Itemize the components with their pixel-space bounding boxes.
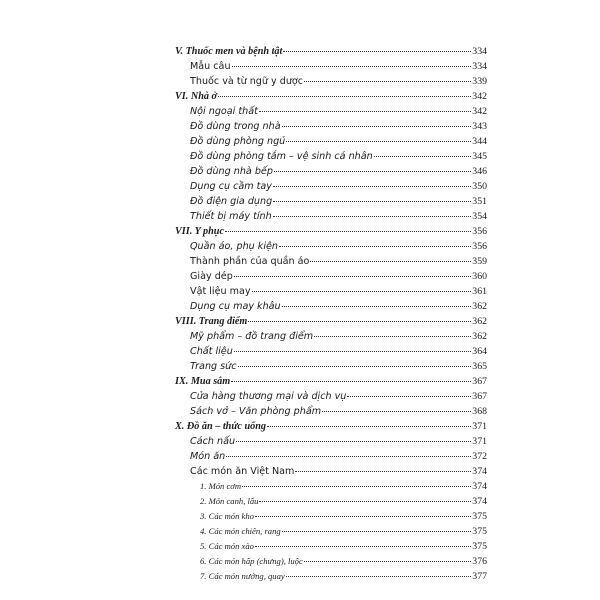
toc-entry-label: Chất liệu — [190, 346, 233, 357]
dot-leader — [255, 546, 471, 547]
toc-page-number: 360 — [472, 271, 487, 282]
toc-page-number: 344 — [472, 136, 487, 147]
dot-leader — [234, 351, 472, 352]
toc-page-number: 365 — [472, 361, 487, 372]
toc-page-number: 356 — [472, 241, 487, 252]
toc-entry-label: Quần áo, phụ kiện — [190, 241, 278, 252]
toc-page-number: 334 — [472, 61, 487, 72]
dot-leader — [255, 516, 471, 517]
toc-entry-label: VI. Nhà ở — [175, 91, 217, 102]
toc-page-number: 359 — [472, 256, 487, 267]
toc-entry-label: Mỹ phẩm – đồ trang điểm — [190, 331, 314, 342]
dot-leader — [282, 306, 472, 307]
dot-leader — [273, 186, 471, 187]
toc-entry-label: Cách nấu — [190, 436, 236, 447]
dot-leader — [225, 231, 471, 232]
toc-page-number: 362 — [472, 316, 487, 327]
toc-entry-label: Sách vở – Văn phòng phẩm — [190, 406, 322, 417]
toc-entry — [175, 284, 487, 299]
toc-entry — [175, 434, 487, 449]
toc-entry-label: 2. Món canh, lẩu — [200, 496, 259, 506]
toc-entry-label: Đồ dùng phòng tắm – vệ sinh cá nhân — [190, 151, 373, 162]
toc-page-number: 339 — [472, 76, 487, 87]
toc-entry — [175, 134, 487, 149]
toc-page-number: 362 — [472, 301, 487, 312]
toc-section-heading — [175, 419, 487, 434]
toc-page-number: 376 — [472, 556, 487, 567]
toc-page-number: 343 — [472, 121, 487, 132]
toc-page-number: 361 — [472, 286, 487, 297]
dot-leader — [259, 111, 471, 112]
dot-leader — [304, 561, 472, 562]
toc-subentry — [175, 479, 487, 494]
dot-leader — [304, 81, 471, 82]
toc-page-number: 377 — [472, 571, 487, 582]
dot-leader — [267, 426, 471, 427]
toc-entry — [175, 404, 487, 419]
dot-leader — [282, 126, 472, 127]
toc-page-number: 367 — [472, 376, 487, 387]
dot-leader — [322, 411, 471, 412]
toc-section-heading — [175, 224, 487, 239]
toc-subentry — [175, 569, 487, 584]
toc-section-heading — [175, 314, 487, 329]
toc-entry-label: Đồ dùng nhà bếp — [190, 166, 273, 177]
dot-leader — [274, 171, 471, 172]
dot-leader — [314, 336, 471, 337]
toc-entry-label: Trang sức — [190, 361, 237, 372]
toc-entry-label: Dụng cụ cầm tay — [190, 181, 272, 192]
dot-leader — [234, 276, 472, 277]
toc-entry — [175, 164, 487, 179]
toc-entry — [175, 74, 487, 89]
toc-entry-label: 3. Các món kho — [200, 511, 254, 521]
toc-entry — [175, 359, 487, 374]
toc-entry — [175, 149, 487, 164]
dot-leader — [279, 246, 471, 247]
dot-leader — [248, 321, 471, 322]
toc-page-number: 374 — [472, 481, 487, 492]
toc-entry — [175, 209, 487, 224]
dot-leader — [295, 471, 471, 472]
toc-entry-label: V. Thuốc men và bệnh tật — [175, 46, 283, 57]
toc-page-number: 346 — [472, 166, 487, 177]
toc-entry-label: Món ăn — [190, 451, 226, 462]
toc-page-number: 334 — [472, 46, 487, 57]
toc-page-number: 367 — [472, 391, 487, 402]
dot-leader — [226, 456, 471, 457]
toc-section-heading — [175, 89, 487, 104]
toc-subentry — [175, 539, 487, 554]
toc-page-number: 351 — [472, 196, 487, 207]
toc-section-heading — [175, 374, 487, 389]
toc-page-number: 375 — [472, 511, 487, 522]
toc-entry-label: VII. Y phục — [175, 226, 224, 237]
toc-subentry — [175, 524, 487, 539]
toc-entry-label: 6. Các món hấp (chưng), luộc — [200, 556, 303, 566]
toc-entry-label: Thuốc và từ ngữ y dược — [190, 76, 304, 87]
toc-entry — [175, 449, 487, 464]
toc-section-heading — [175, 44, 487, 59]
toc-page-number: 342 — [472, 91, 487, 102]
toc-page-number: 374 — [472, 466, 487, 477]
dot-leader — [238, 366, 472, 367]
dot-leader — [374, 156, 472, 157]
dot-leader — [273, 201, 471, 202]
toc-subentry — [175, 554, 487, 569]
dot-leader — [259, 501, 471, 502]
dot-leader — [273, 216, 472, 217]
toc-entry — [175, 179, 487, 194]
toc-subentry — [175, 509, 487, 524]
toc-subentry — [175, 494, 487, 509]
toc-entry — [175, 464, 487, 479]
toc-entry-label: 7. Các món nướng, quay — [200, 571, 285, 581]
toc-page-number: 375 — [472, 526, 487, 537]
toc-page-number: 368 — [472, 406, 487, 417]
dot-leader — [347, 396, 471, 397]
toc-page-number: 350 — [472, 181, 487, 192]
dot-leader — [231, 381, 471, 382]
dot-leader — [283, 51, 471, 52]
toc-entry — [175, 344, 487, 359]
toc-entry-label: IX. Mua sắm — [175, 376, 231, 387]
toc-entry — [175, 59, 487, 74]
toc-entry-label: Thiết bị máy tính — [190, 211, 272, 222]
toc-entry — [175, 299, 487, 314]
toc-entry — [175, 194, 487, 209]
dot-leader — [282, 531, 472, 532]
dot-leader — [286, 576, 472, 577]
toc-page-number: 371 — [472, 436, 487, 447]
toc-entry-label: Giày dép — [190, 271, 233, 282]
toc-entry-label: Vật liệu may — [190, 286, 251, 297]
dot-leader — [232, 66, 472, 67]
toc-entry-label: X. Đồ ăn – thức uống — [175, 421, 267, 432]
table-of-contents — [175, 44, 487, 584]
toc-page-number: 354 — [472, 211, 487, 222]
toc-entry — [175, 329, 487, 344]
toc-page-number: 362 — [472, 331, 487, 342]
toc-entry — [175, 269, 487, 284]
toc-entry — [175, 239, 487, 254]
dot-leader — [310, 261, 471, 262]
dot-leader — [286, 141, 471, 142]
toc-page-number: 356 — [472, 226, 487, 237]
toc-entry-label: Mẫu câu — [190, 61, 231, 72]
toc-page-number: 342 — [472, 106, 487, 117]
toc-page-number: 372 — [472, 451, 487, 462]
toc-entry — [175, 119, 487, 134]
toc-entry-label: 5. Các món xào — [200, 541, 254, 551]
toc-entry-label: Đồ dùng trong nhà — [190, 121, 281, 132]
toc-entry — [175, 104, 487, 119]
toc-entry-label: Thành phần của quần áo — [190, 256, 310, 267]
toc-entry — [175, 389, 487, 404]
toc-entry-label: VIII. Trang điểm — [175, 316, 248, 327]
toc-entry-label: 4. Các món chiên, rang — [200, 526, 281, 536]
toc-entry-label: Đồ điện gia dụng — [190, 196, 273, 207]
toc-entry-label: Nội ngoại thất — [190, 106, 258, 117]
dot-leader — [218, 96, 471, 97]
toc-entry-label: Dụng cụ may khâu — [190, 301, 281, 312]
toc-page-number: 375 — [472, 541, 487, 552]
toc-entry — [175, 254, 487, 269]
toc-entry-label: 1. Món cơm — [200, 481, 242, 491]
dot-leader — [242, 486, 471, 487]
dot-leader — [252, 291, 472, 292]
toc-page-number: 371 — [472, 421, 487, 432]
toc-page-number: 345 — [472, 151, 487, 162]
toc-page-number: 364 — [472, 346, 487, 357]
toc-page-number: 374 — [472, 496, 487, 507]
toc-entry-label: Các món ăn Việt Nam — [190, 466, 295, 477]
toc-entry-label: Cửa hàng thương mại và dịch vụ — [190, 391, 347, 402]
dot-leader — [236, 441, 471, 442]
toc-entry-label: Đồ dùng phòng ngủ — [190, 136, 286, 147]
